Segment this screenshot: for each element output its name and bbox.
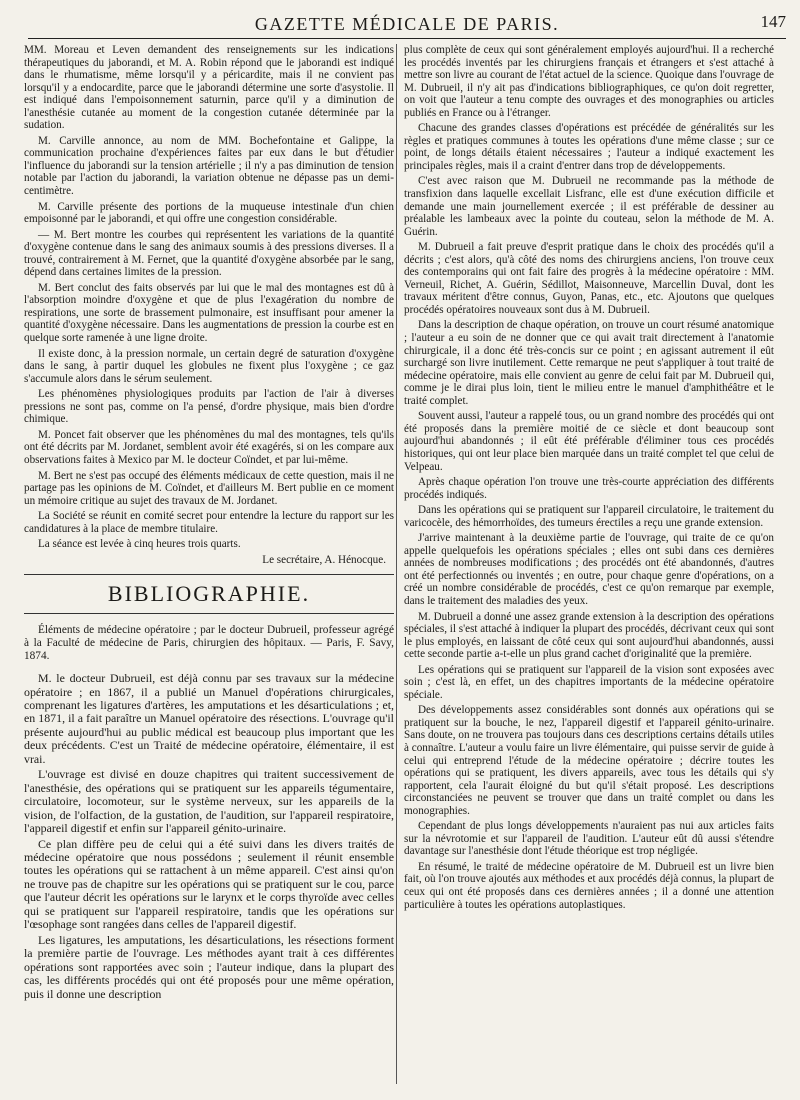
- paragraph: Après chaque opération l'on trouve une très-courte appréciation des différents procédés indiqués.: [404, 476, 774, 501]
- paragraph: plus complète de ceux qui sont généralement employés aujourd'hui. Il a recherché les procédés inventés par les chirurgiens français et étrangers et s'est attaché à mettre son livre au courant de l'état actuel de la science. Quoique dans l'ouvrage de M. Dubrueil, il n'y ait pas d'indications bibliographiques, ce qu'on doit regretter, on voit que l'auteur a tenu compte des ouvrages et des monographies ou articles publiés en France ou à l'étranger.: [404, 44, 774, 119]
- section-title: BIBLIOGRAPHIE.: [107, 581, 311, 607]
- left-column: [24, 44, 394, 1003]
- review-body: [24, 672, 394, 1001]
- secretary-signature: Le secrétaire, A. Hénocque.: [262, 553, 386, 566]
- paragraph: M. Dubrueil a fait preuve d'esprit pratique dans le choix des procédés qu'il a décrits ; c'est alors, qu'à côté des noms des chirurgiens anciens, l'on trouve ceux des contemporains qui ont fait faire des progrès à la médecine opératoire : MM. Verneuil, Richet, A. Guérin, Sédillot, Maisonneuve, Marcellin Duval, dont les travaux méritent d'être connus, Guyon, Panas, etc., etc. Ajoutons que quelques procédés opératoires nouveaux sont dus à M. Dubrueil.: [404, 241, 774, 316]
- paragraph: J'arrive maintenant à la deuxième partie de l'ouvrage, qui traite de ce qu'on appelle quelquefois les opérations spéciales ; elles ont subi dans ces dernières années de nombreuses modifications ; des procédés ont été abandonnés, d'autres ont été perfectionnés ou inventés ; en outre, pour chaque genre d'opérations, on a créé un nombre considérable de procédés, c'est ce qu'on remarque par exemple, dans le traitement des maladies des yeux.: [404, 532, 774, 607]
- review-heading: Éléments de médecine opératoire ; par le docteur Dubrueil, professeur agrégé à la Faculté de médecine de Paris, chirurgien des hôpitaux. — Paris, F. Savy, 1874.: [24, 624, 394, 662]
- paragraph: L'ouvrage est divisé en douze chapitres qui traitent successivement de l'anesthésie, des opérations qui se pratiquent sur les appareils tégumentaire, circulatoire, locomoteur, sur le système nerveux, sur les appareils de la vision, de l'olfaction, de la gustation, de l'audition, sur l'appareil respiratoire, l'appareil digestif et enfin sur l'appareil génito-urinaire.: [24, 767, 394, 836]
- paragraph: Chacune des grandes classes d'opérations est précédée de généralités sur les règles et pratiques communes à toutes les opérations d'une même classe ; sur ce point, de longs détails étaient nécessaires ; l'auteur a indiqué exactement les principales règles, mais il a craint d'entrer dans trop de développements.: [404, 122, 774, 172]
- paragraph: — M. Bert montre les courbes qui représentent les variations de la quantité d'oxygène contenue dans le sang des animaux soumis à des pressions diverses. Il a trouvé, contrairement à M. Fernet, que la quantité d'oxygène absorbée par le sang, dépend dans certaines limites de la pression.: [24, 228, 394, 279]
- paragraph: La séance est levée à cinq heures trois quarts.: [38, 538, 241, 551]
- paragraph: Ce plan diffère peu de celui qui a été suivi dans les divers traités de médecine opératoire que nous possédons ; seulement il réunit ensemble toutes les opérations qui se rattachent à un même appareil. C'est ainsi qu'on ne trouve pas de chapitre sur les opérations qui se pratiquent sur le cou, parce que l'auteur décrit les opérations sur le larynx et le corps thyroïde avec celles qui se pratiquent sur l'appareil respiratoire, tandis que les opérations sur l'œsophage sont rangées dans celles de l'appareil digestif.: [24, 836, 394, 932]
- paragraph: M. Bert ne s'est pas occupé des éléments médicaux de cette question, mais il ne partage pas les opinions de M. Coïndet, et d'ailleurs M. Bert publie en ce moment un mémoire critique au sujet des travaux de M. Jordanet.: [24, 469, 394, 507]
- paragraph: M. Carville annonce, au nom de MM. Bochefontaine et Galippe, la communication prochaine d'expériences faites par eux dans le but d'étudier l'influence du jaborandi sur la tension artérielle ; il n'y a pas diminution de tension notable par l'action du jaborandi, la variation obtenue ne dépasse pas un demi-centimètre.: [24, 134, 394, 198]
- journal-title: GAZETTE MÉDICALE DE PARIS.: [254, 14, 560, 34]
- section-rule: [24, 574, 394, 575]
- page-header: [28, 10, 786, 39]
- paragraph: M. le docteur Dubrueil, est déjà connu par ses travaux sur la médecine opératoire ; en 1867, il a publié un Manuel d'opérations chirurgicales, comprenant les ligatures d'artères, les amputations et les désarticulations ; et, en 1871, il a fait paraître un Manuel opératoire des résections. L'ouvrage qu'il présente aujourd'hui au public médical est beaucoup plus important que les deux précédents. C'est un Traité de médecine opératoire, élémentaire, il est vrai.: [24, 671, 394, 766]
- paragraph: Les phénomènes physiologiques produits par l'action de l'air à diverses pressions ne sont pas, comme on l'a pensé, d'ordre physique, mais bien d'ordre chimique.: [24, 388, 394, 426]
- paragraph: Des développements assez considérables sont donnés aux opérations qui se pratiquent sur la bouche, le nez, l'appareil digestif et l'appareil génito-urinaire. Sans doute, on ne trouvera pas toujours dans ces descriptions certains détails utiles à connaître. L'auteur a voulu faire un livre élémentaire, qui puisse servir de guide à celui qui entreprend l'étude de la médecine opératoire ; décrire toutes les opérations qui se pratiquent, les divers appareils, avec tous les détails qui s'y rapportent, cela l'aurait éloigné du but qu'il s'était proposé. Les descriptions circonstanciées ne peuvent se trouver que dans un traité complet ou dans les monographies.: [404, 704, 774, 817]
- paragraph: Les opérations qui se pratiquent sur l'appareil de la vision sont exposées avec soin ; c'est là, en effet, un des chapitres importants de la médecine opératoire spéciale.: [404, 663, 774, 701]
- paragraph: MM. Moreau et Leven demandent des renseignements sur les indications thérapeutiques du jaborandi, et M. A. Robin répond que le jaborandi est indiqué dans le rhumatisme, même lorsqu'il y a péricardite, mais il ne convient pas lorsqu'il y a endocardite, parce que le jaborandi détermine une sorte d'asystolie. Il est indiqué dans l'empoisonnement saturnin, parce qu'il y a diminution de l'anesthésie cutanée au moment de la congestion cutanée déterminée par la sudation.: [24, 44, 394, 132]
- paragraph: Il existe donc, à la pression normale, un certain degré de saturation d'oxygène dans le sang, à partir duquel les globules ne fixent plus l'oxygène ; ce gaz s'accumule alors dans le sérum seulement.: [24, 347, 394, 385]
- paragraph: M. Dubrueil a donné une assez grande extension à la description des opérations spéciales, il s'est attaché à indiquer la plupart des procédés, décrivant ceux qui sont le plus employés, en laissant de côté ceux qui sont aujourd'hui abandonnés, aussi cette seconde partie a-t-elle un plus grand cachet d'originalité que la première.: [404, 610, 774, 661]
- paragraph: Cependant de plus longs développements n'auraient pas nui aux articles faits sur la névrotomie et sur l'appareil de l'audition. L'auteur eût dû aussi s'étendre davantage sur l'anesthésie dont l'étude théorique est trop négligée.: [404, 820, 774, 858]
- paragraph: En résumé, le traité de médecine opératoire de M. Dubrueil est un livre bien fait, où l'on trouve ajoutés aux méthodes et aux procédés déjà connus, la plupart de ceux qui ont été proposés dans ces dernières années ; il a donné une attention particulière à toutes les opérations autoplastiques.: [404, 860, 774, 911]
- right-column: [404, 44, 774, 914]
- paragraph: Dans les opérations qui se pratiquent sur l'appareil circulatoire, le traitement du varicocèle, des hémorrhoïdes, des tumeurs érectiles a reçu une grande extension.: [404, 504, 774, 529]
- paragraph: La Société se réunit en comité secret pour entendre la lecture du rapport sur les candidatures à la place de membre titulaire.: [24, 510, 394, 535]
- paragraph: M. Bert conclut des faits observés par lui que le mal des montagnes est dû à l'absorption moindre d'oxygène et que de plus l'exagération du nombre de respirations, une sorte de brassement pulmonaire, est insuffisant pour amener la quantité d'oxygène nécessaire. Dans les augmentations de pression la courbe est en quelque sorte ramenée à une ligne droite.: [24, 281, 394, 345]
- column-divider: [396, 44, 397, 1084]
- page-number: 147: [760, 12, 786, 31]
- paragraph: Souvent aussi, l'auteur a rappelé tous, ou un grand nombre des procédés qui ont été proposés dans la première moitié de ce siècle et dont beaucoup sont aujourd'hui abandonnés ; il eût été préférable d'éliminer tous ces procédés historiques, qui ont leur place bien marquée dans un traité complet tel que celui de Velpeau.: [404, 410, 774, 473]
- paragraph: C'est avec raison que M. Dubrueil ne recommande pas la méthode de transfixion dans laquelle excellait Lisfranc, elle est d'une exécution difficile et demande une main journellement exercée ; il est préférable de dessiner au préalable les lambeaux avec la pointe du couteau, selon la méthode de M. A. Guérin.: [404, 175, 774, 238]
- paragraph: Dans la description de chaque opération, on trouve un court résumé anatomique ; l'auteur a eu soin de ne donner que ce qui avait trait directement à l'anatomie chirurgicale, il a donc été très-concis sur ce point ; en agissant autrement il eût surchargé son livre inutilement. Cette remarque ne peut s'appliquer à tout traité de médecine opératoire, mais elle convient au genre de celui fait par M. Dubrueil qui, comme je le dirai plus loin, tient le milieu entre le manuel d'amphithéâtre et le traité complet.: [404, 319, 774, 407]
- paragraph: Les ligatures, les amputations, les désarticulations, les résections forment la première partie de l'ouvrage. Les méthodes ayant trait à ces différentes opérations sont rapportées avec soin ; l'auteur indique, dans la plupart des cas, les différents procédés qui ont été proposés pour une même opération, puis il donne une description: [24, 932, 394, 1001]
- paragraph: M. Carville présente des portions de la muqueuse intestinale d'un chien empoisonné par le jaborandi, et qui offre une congestion considérable.: [24, 200, 394, 226]
- section-rule-2: [24, 613, 394, 614]
- paragraph: M. Poncet fait observer que les phénomènes du mal des montagnes, tels qu'ils ont été décrits par M. Jordanet, semblent avoir été exagérés, si on les compare aux observations faites à Mexico par M. le docteur Coïndet, et par lui-même.: [24, 428, 394, 466]
